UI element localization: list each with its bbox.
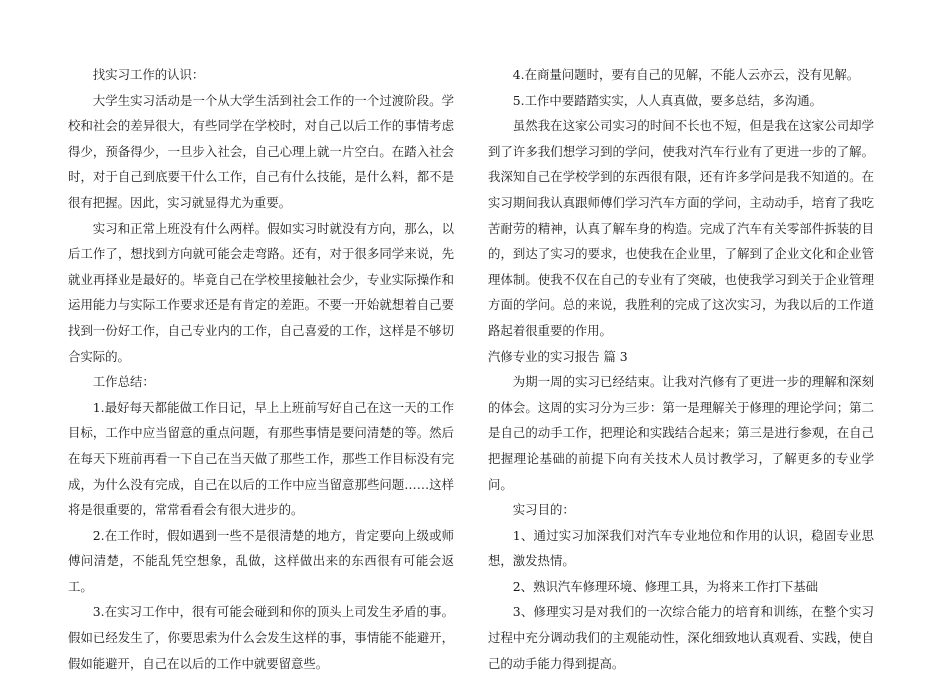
- right-para-3: 虽然我在这家公司实习的时间不长也不短，但是我在这家公司却学到了许多我们想学习到的学问，使我对汽车行业有了更进一步的了解。我深知自己在学校学到的东西很有限，还有许多学问是我不知道的。在实习期间我认真跟师傅们学习汽车方面的学问，主动动手，培育了我吃苦耐劳的精神，认真了解车身的构造。完成了汽车有关零部件拆装的目的，到达了实习的要求，也使我在企业里，了解到了企业文化和企业管理体制。使我不仅在自己的专业有了突破，也使我学习到关于企业管理方面的学问。总的来说，我胜利的完成了这次实习，为我以后的工作道路起着很重要的作用。: [488, 118, 874, 338]
- right-para-5: 为期一周的实习已经结束。让我对汽修有了更进一步的理解和深刻的体会。这周的实习分为三步：第一是理解关于修理的理论学问；第二是自己的动手工作，把理论和实践结合起来；第三是进行参观，在自己把握理论基础的前提下向有关技术人员讨教学习，了解更多的专业学问。: [488, 374, 874, 492]
- left-para-4: 工作总结：: [92, 374, 155, 390]
- right-para-7: 1、通过实习加深我们对汽车专业地位和作用的认识，稳固专业思想，激发热情。: [488, 527, 874, 569]
- section-heading: 汽修专业的实习报告 篇 3: [488, 348, 628, 364]
- left-para-2: 大学生实习活动是一个从大学生活到社会工作的一个过渡阶段。学校和社会的差异很大，有些同学在学校时，对自己以后工作的事情考虑得少，预备得少，一旦步入社会，自己心理上就一片空白。在踏入社会时，对于自己到底要干什么工作，自己有什么技能，是什么料，都不是很有把握。因此，实习就显得尤为重要。: [68, 92, 454, 210]
- right-para-6: 实习目的：: [512, 502, 575, 518]
- right-column: [488, 62, 874, 676]
- left-para-7: 3.在实习工作中，很有可能会碰到和你的顶头上司发生矛盾的事。假如已经发生了，你要思索为什么会发生这样的事，事情能不能避开，假如能避开，自己在以后的工作中就要留意些。: [68, 604, 454, 671]
- left-para-5: 1.最好每天都能做工作日记，早上上班前写好自己在这一天的工作目标，工作中应当留意的重点问题，有那些事情是要问清楚的等。然后在每天下班前再看一下自己在当天做了那些工作，那些工作目标没有完成，为什么没有完成，自己在以后的工作中应当留意那些问题……这样将是很重要的，常常看看会有很大进步的。: [68, 399, 454, 518]
- left-para-1: 找实习工作的认识：: [92, 67, 205, 82]
- right-para-2: 5.工作中要踏踏实实，人人真真做，要多总结，多沟通。: [512, 92, 822, 108]
- left-column: [68, 62, 454, 676]
- left-para-3: 实习和正常上班没有什么两样。假如实习时就没有方向，那么，以后工作了，想找到方向就可能会走弯路。还有，对于很多同学来说，先就业再择业是最好的。毕竟自己在学校里接触社会少，专业实际操作和运用能力与实际工作要求还是有肯定的差距。不要一开始就想着自己要找到一份好工作，自己专业内的工作，自己喜爱的工作，这样是不够切合实际的。: [68, 220, 454, 364]
- right-para-9: 3、修理实习是对我们的一次综合能力的培育和训练，在整个实习过程中充分调动我们的主观能动性，深化细致地认真观看、实践，使自己的动手能力得到提高。: [488, 604, 874, 671]
- left-para-6: 2.在工作时，假如遇到一些不是很清楚的地方，肯定要向上级或师傅问清楚，不能乱凭空想象，乱做，这样做出来的东西很有可能会返工。: [68, 527, 454, 594]
- right-para-8: 2、熟识汽车修理环境、修理工具，为将来工作打下基础: [512, 578, 819, 594]
- right-para-1: 4.在商量问题时，要有自己的见解，不能人云亦云，没有见解。: [512, 67, 860, 82]
